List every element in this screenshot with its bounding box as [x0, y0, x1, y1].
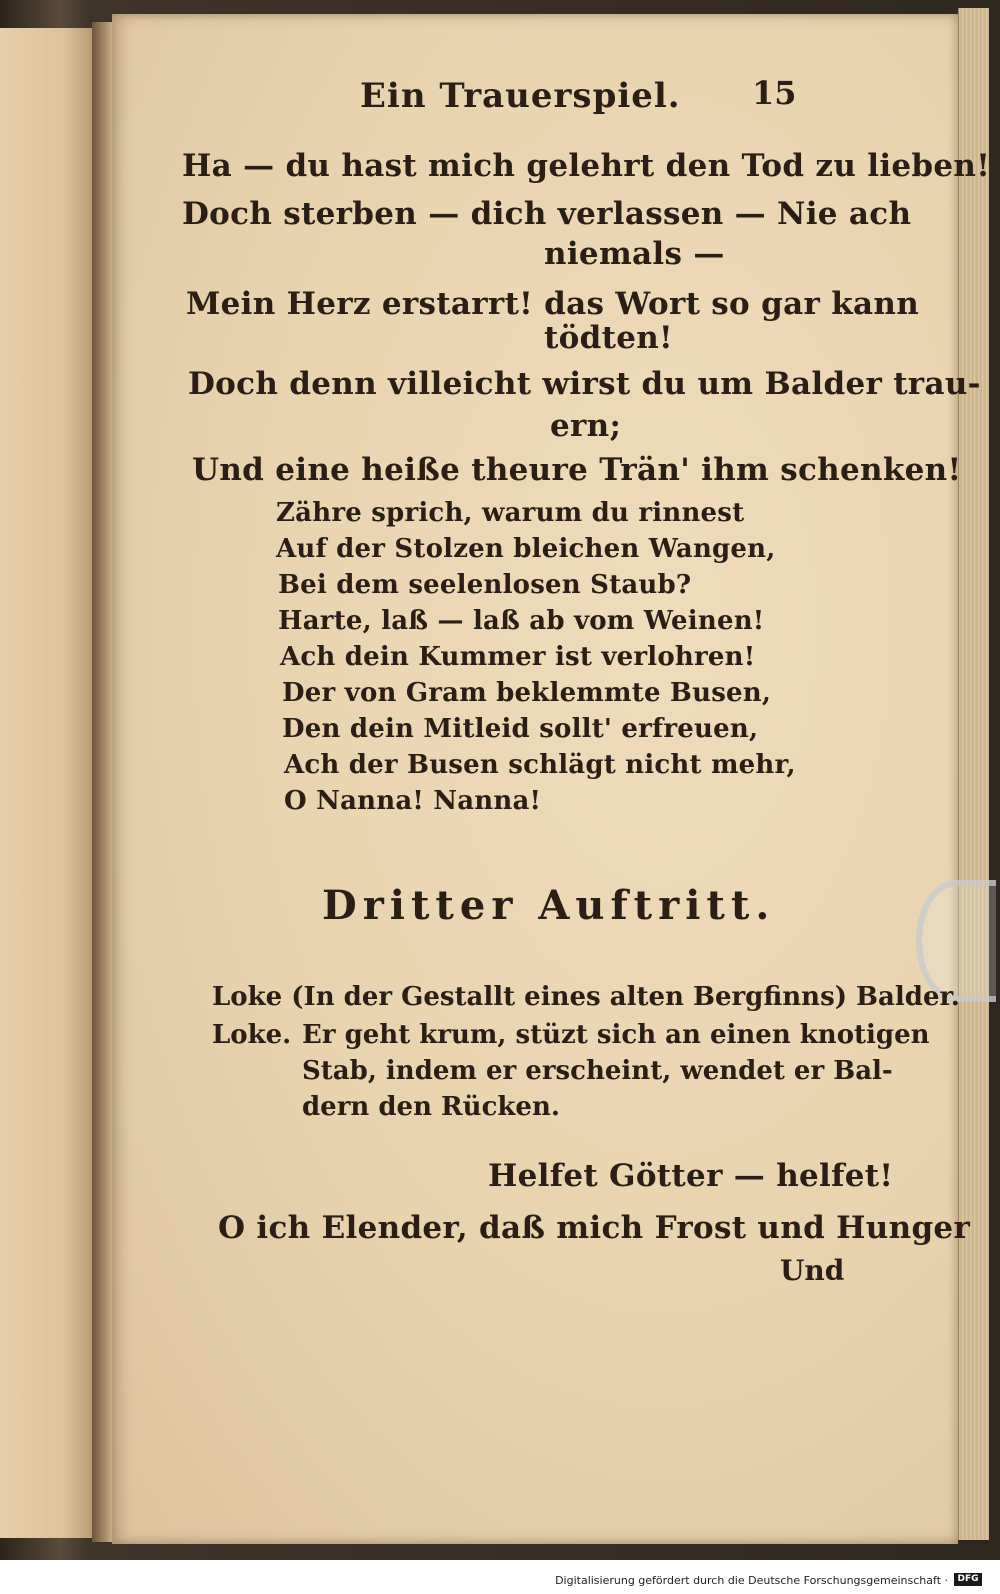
running-head-title: Ein Trauerspiel.	[360, 76, 681, 116]
song-line: Ach der Busen schlägt nicht mehr,	[284, 750, 796, 780]
verse-line: Ha — du hast mich gelehrt den Tod zu lieben!	[182, 148, 991, 184]
song-line: Der von Gram beklemmte Busen,	[282, 678, 772, 708]
verse-line-continuation: niemals —	[544, 236, 725, 272]
facing-page-edge	[0, 28, 94, 1538]
scene-heading: Dritter Auftritt.	[322, 882, 776, 929]
page-number: 15	[752, 74, 797, 112]
verse-line: Und eine heiße theure Trän' ihm schenken!	[192, 452, 962, 488]
cast-list: Loke (In der Gestallt eines alten Bergfinns) Balder.	[212, 982, 960, 1012]
verse-line: Doch sterben — dich verlassen — Nie ach	[182, 196, 912, 232]
song-line: Zähre sprich, warum du rinnest	[276, 498, 745, 528]
verse-line: Doch denn villeicht wirst du um Balder trau-	[188, 366, 981, 402]
verse-line: Mein Herz erstarrt! das Wort so gar kann	[186, 286, 920, 322]
speaker-name: Loke.	[212, 1020, 292, 1050]
song-line: Ach dein Kummer ist verlohren!	[280, 642, 756, 672]
catchword: Und	[780, 1254, 845, 1287]
verse-line-continuation: tödten!	[544, 320, 673, 356]
digitization-credit: Digitalisierung gefördert durch die Deutsche Forschungsgemeinschaft ·	[555, 1574, 948, 1587]
stage-direction-line: dern den Rücken.	[302, 1092, 560, 1122]
stage-direction-line: Stab, indem er erscheint, wendet er Bal-	[302, 1056, 893, 1086]
stage-direction-line: Er geht krum, stüzt sich an einen knotigen	[302, 1020, 930, 1050]
song-line: Bei dem seelenlosen Staub?	[278, 570, 692, 600]
speech-line: Helfet Götter — helfet!	[488, 1158, 894, 1194]
song-line: Harte, laß — laß ab vom Weinen!	[278, 606, 765, 636]
song-line: O Nanna! Nanna!	[284, 786, 542, 816]
song-line: Den dein Mitleid sollt' erfreuen,	[282, 714, 759, 744]
speech-line: O ich Elender, daß mich Frost und Hunger	[218, 1210, 971, 1246]
page-stack-edge	[958, 8, 989, 1540]
song-line: Auf der Stolzen bleichen Wangen,	[276, 534, 776, 564]
dfg-logo: DFG	[954, 1573, 982, 1586]
verse-line-continuation: ern;	[550, 408, 622, 444]
